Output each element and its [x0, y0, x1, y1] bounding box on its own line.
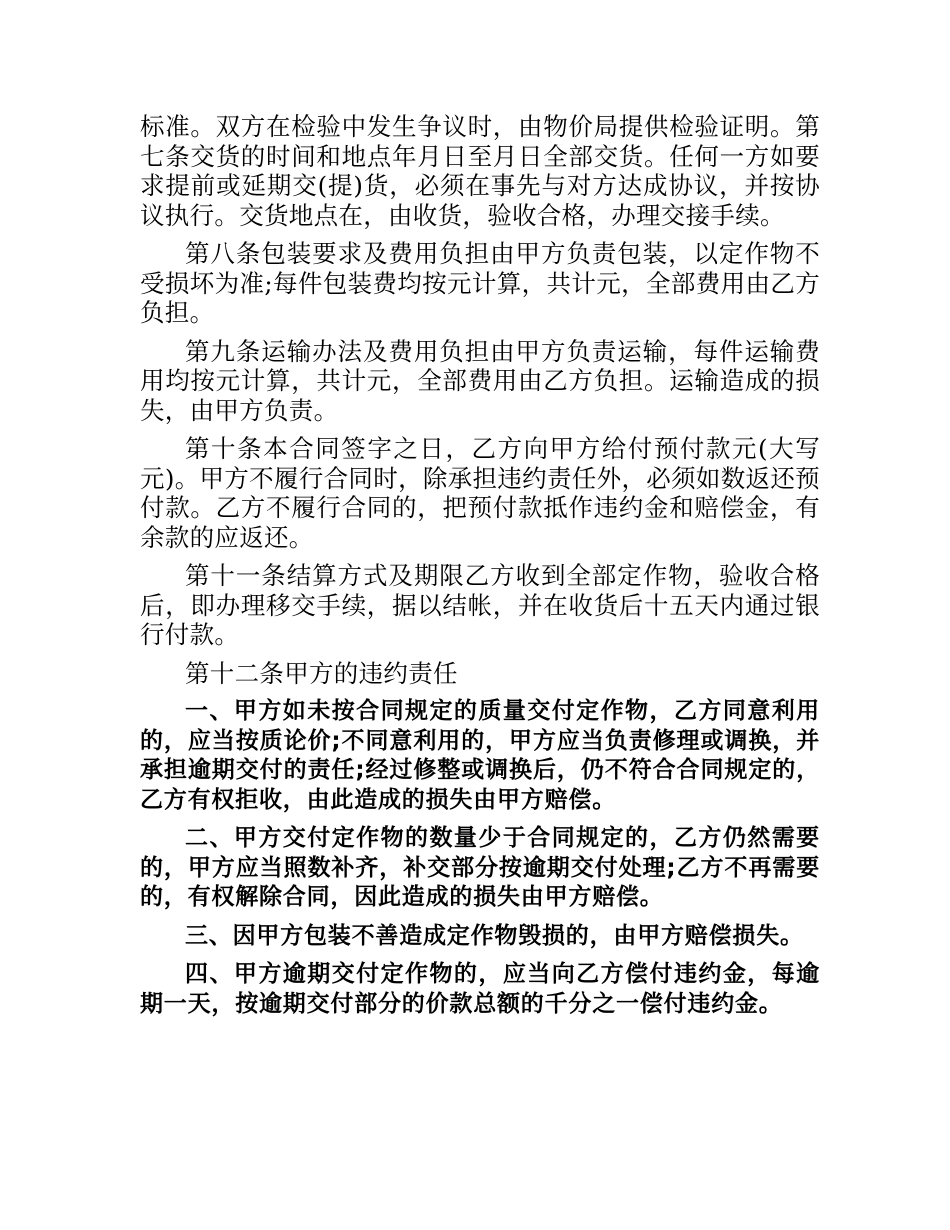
paragraph-article-11-settlement: 第十一条结算方式及期限乙方收到全部定作物，验收合格后，即办理移交手续，据以结帐，并在收货后十五天内通过银行付款。 [140, 561, 820, 649]
paragraph-inspection-delivery: 标准。双方在检验中发生争议时，由物价局提供检验证明。第七条交货的时间和地点年月日至月日全部交货。任何一方如要求提前或延期交(提)货，必须在事先与对方达成协议，并按协议执行。交货地点在，由收货，验收合格，办理交接手续。 [140, 112, 820, 230]
paragraph-article-9-transport: 第九条运输办法及费用负担由甲方负责运输，每件运输费用均按元计算，共计元，全部费用由乙方负担。运输造成的损失，由甲方负责。 [140, 336, 820, 425]
paragraph-clause-1-quality: 一、甲方如未按合同规定的质量交付定作物，乙方同意利用的，应当按质论价;不同意利用的，甲方应当负责修理或调换，并承担逾期交付的责任;经过修整或调换后，仍不符合合同规定的，乙方有权拒收，由此造成的损失由甲方赔偿。 [140, 698, 820, 813]
paragraph-article-10-prepayment: 第十条本合同签字之日，乙方向甲方给付预付款元(大写元)。甲方不履行合同时，除承担违约责任外，必须如数返还预付款。乙方不履行合同的，把预付款抵作违约金和赔偿金，有余款的应返还。 [140, 434, 820, 552]
paragraph-clause-4-late-delivery: 四、甲方逾期交付定作物的，应当向乙方偿付违约金，每逾期一天，按逾期交付部分的价款总额的千分之一偿付违约金。 [140, 961, 820, 1017]
paragraph-article-12-heading: 第十二条甲方的违约责任 [185, 658, 458, 688]
document-body [140, 112, 820, 1028]
paragraph-article-8-packaging: 第八条包装要求及费用负担由甲方负责包装，以定作物不受损坏为准;每件包装费均按元计算，共计元，全部费用由乙方负担。 [140, 239, 820, 327]
paragraph-clause-3-packaging-damage: 三、因甲方包装不善造成定作物毁损的，由甲方赔偿损失。 [185, 922, 804, 949]
paragraph-clause-2-quantity: 二、甲方交付定作物的数量少于合同规定的，乙方仍然需要的，甲方应当照数补齐，补交部分按逾期交付处理;乙方不再需要的，有权解除合同，因此造成的损失由甲方赔偿。 [140, 825, 820, 910]
